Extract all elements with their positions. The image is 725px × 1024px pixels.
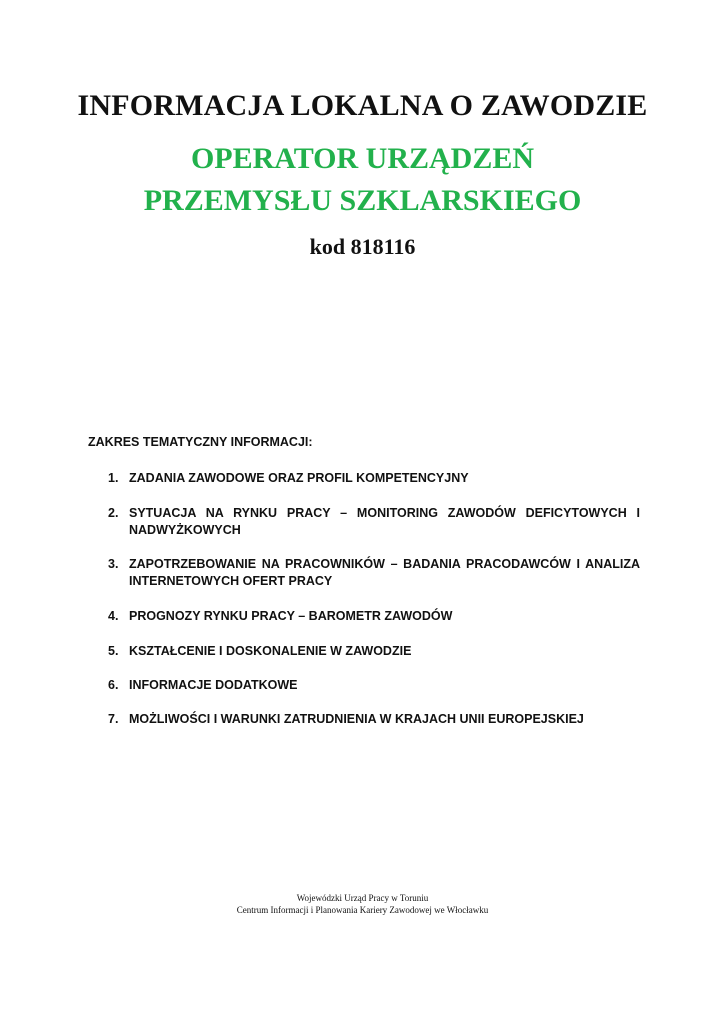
- topic-item: [108, 608, 640, 625]
- topic-text: PROGNOZY RYNKU PRACY – BAROMETR ZAWODÓW: [129, 609, 453, 623]
- topic-item: [108, 556, 640, 590]
- topic-item: [108, 711, 640, 728]
- topic-text: ZADANIA ZAWODOWE ORAZ PROFIL KOMPETENCYJNY: [129, 471, 469, 485]
- footer: [0, 892, 725, 916]
- topic-text: INFORMACJE DODATKOWE: [129, 678, 298, 692]
- document-title: INFORMACJA LOKALNA O ZAWODZIE: [77, 89, 648, 122]
- topic-number: 1.: [108, 471, 119, 485]
- footer-line-2: Centrum Informacji i Planowania Kariery Zawodowej we Włocławku: [236, 905, 489, 915]
- topic-text: KSZTAŁCENIE I DOSKONALENIE W ZAWODZIE: [129, 644, 412, 658]
- topic-number: 4.: [108, 609, 119, 623]
- footer-line-1: Wojewódzki Urząd Pracy w Toruniu: [296, 893, 429, 903]
- topic-text: SYTUACJA NA RYNKU PRACY – MONITORING ZAWODÓW DEFICYTOWYCH I NADWYŻKOWYCH: [129, 506, 640, 537]
- occupation-name-line-1: OPERATOR URZĄDZEŃ: [190, 142, 535, 175]
- topic-number: 5.: [108, 644, 119, 658]
- topic-number: 6.: [108, 678, 119, 692]
- topic-item: [108, 677, 640, 694]
- topic-item: [108, 470, 640, 487]
- topics-list: [108, 470, 640, 728]
- topic-text: ZAPOTRZEBOWANIE NA PRACOWNIKÓW – BADANIA PRACODAWCÓW I ANALIZA INTERNETOWYCH OFERT PRACY: [129, 557, 640, 588]
- occupation-name-line-2: PRZEMYSŁU SZKLARSKIEGO: [143, 184, 582, 217]
- scope-heading: ZAKRES TEMATYCZNY INFORMACJI:: [88, 435, 313, 449]
- topic-number: 3.: [108, 557, 119, 571]
- topic-item: [108, 643, 640, 660]
- topic-number: 2.: [108, 506, 119, 520]
- topic-text: MOŻLIWOŚCI I WARUNKI ZATRUDNIENIA W KRAJACH UNII EUROPEJSKIEJ: [129, 712, 584, 726]
- topic-item: [108, 505, 640, 539]
- occupation-code: kod 818116: [309, 234, 416, 259]
- topic-number: 7.: [108, 712, 119, 726]
- occupation-name: [0, 138, 725, 222]
